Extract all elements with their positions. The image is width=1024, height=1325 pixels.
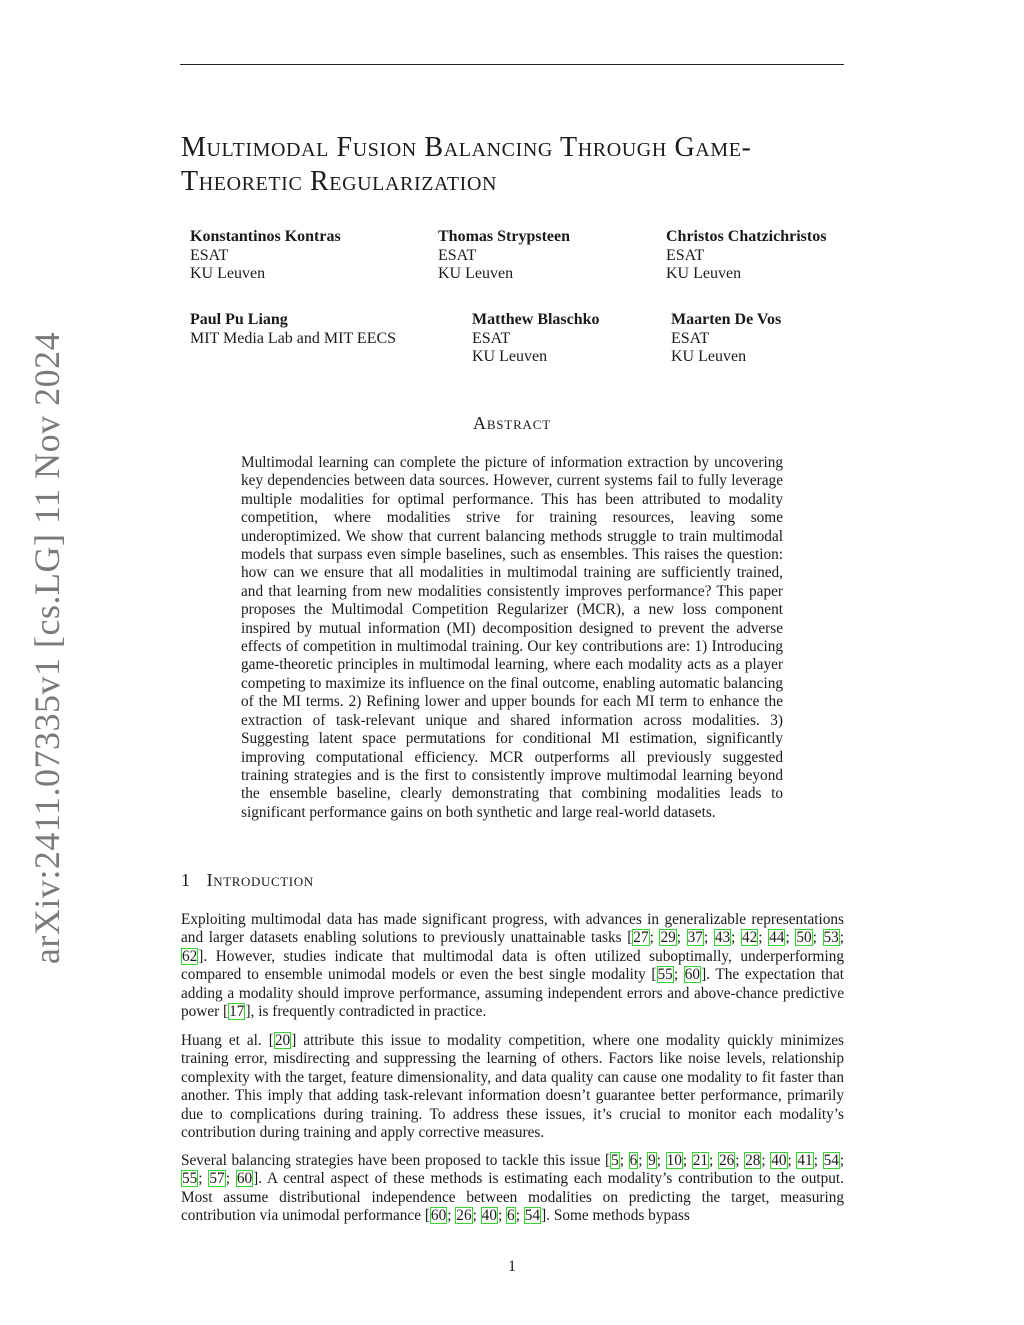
author-block (438, 228, 570, 284)
citation-group: 55; 60 (657, 966, 701, 984)
intro-paragraph (181, 1152, 844, 1226)
citation-link[interactable]: 27 (633, 929, 649, 947)
author-block (190, 228, 341, 284)
author-affiliation: MIT Media Lab and MIT EECS (190, 329, 397, 347)
author-block (666, 228, 826, 284)
citation-link[interactable]: 57 (209, 1170, 225, 1188)
citation-link[interactable]: 17 (229, 1003, 245, 1021)
paragraph-text: Huang et al. [ (181, 1032, 274, 1049)
citation-link[interactable]: 6 (507, 1207, 515, 1225)
citation-link[interactable]: 54 (524, 1207, 541, 1225)
paragraph-text: Exploiting multimodal data has made significant progress, with advances in generalizable representations and larger datasets enabling solutions to previously unattainable tasks [ (181, 911, 844, 947)
citation-link[interactable]: 55 (657, 966, 673, 984)
author-name: Matthew Blaschko (472, 311, 600, 328)
citation-link[interactable]: 53 (823, 929, 839, 947)
author-name: Maarten De Vos (671, 311, 782, 328)
author-affiliation: KU Leuven (190, 265, 266, 282)
citation-link[interactable]: 5 (611, 1152, 619, 1169)
citation-group: 5; 6; 9; 10; 21; 26; 28; 40; 41; 54; 55; 57; 60 (182, 1152, 845, 1188)
citation-link[interactable]: 50 (796, 929, 812, 947)
citation-link[interactable]: 21 (692, 1152, 709, 1169)
author-name: Thomas Strypsteen (438, 228, 571, 245)
author-affiliation: KU Leuven (472, 348, 548, 365)
arxiv-identifier: arXiv:2411.07335v1 [cs.LG] 11 Nov 2024 (27, 331, 67, 965)
author-affiliation: ESAT (190, 246, 229, 264)
author-name: Konstantinos Kontras (190, 228, 341, 245)
citation-link[interactable]: 60 (430, 1207, 447, 1225)
citation-link[interactable]: 28 (745, 1152, 761, 1169)
author-affiliation: ESAT (438, 246, 477, 264)
author-affiliation: ESAT (472, 329, 511, 347)
citation-link[interactable]: 60 (684, 966, 701, 984)
citation-group: 60; 26; 40; 6; 54 (430, 1207, 541, 1225)
paragraph-text: ]. Some methods bypass (541, 1207, 690, 1225)
author-affiliation: KU Leuven (666, 265, 742, 282)
citation-link[interactable]: 9 (648, 1152, 656, 1169)
citation-link[interactable]: 26 (718, 1152, 735, 1169)
paragraph-text: ] attribute this issue to modality competition, where one modality quickly minimizes training error, misdirecting and suppressing the learning of others. Factors like noise levels, relationship complexity with the target, feature dimensionality, and data quality can cause one modality to fit faster than another. This imply that adding task-relevant information doesn’t guarantee better performance, primarily due to complications during training. To address these issues, it’s crucial to monitor each modality’s contribution during training and apply corrective measures. (181, 1032, 844, 1142)
citation-link[interactable]: 42 (741, 929, 758, 947)
author-affiliation: KU Leuven (438, 265, 514, 282)
paragraph-text: Several balancing strategies have been proposed to tackle this issue [ (181, 1152, 611, 1169)
section-title-text: Introduction (206, 870, 314, 890)
citation-link[interactable]: 40 (481, 1207, 497, 1225)
intro-paragraph (181, 911, 844, 1021)
citation-link[interactable]: 6 (629, 1152, 638, 1169)
abstract-heading: Abstract (473, 413, 551, 433)
author-name: Christos Chatzichristos (666, 228, 827, 245)
citation-group (274, 1032, 291, 1049)
author-block (190, 311, 396, 348)
author-affiliation: ESAT (666, 246, 705, 264)
citation-link[interactable]: 54 (823, 1152, 839, 1169)
citation-link[interactable]: 44 (769, 929, 785, 947)
citation-link[interactable]: 20 (274, 1032, 291, 1049)
section-heading (181, 870, 314, 891)
paragraph-text: ]. However, studies indicate that multimodal data is often utilized suboptimally, underperforming compared to ensemble unimodal models or even the best single modality [ (181, 947, 844, 984)
top-rule (180, 64, 844, 65)
section-number: 1 (181, 870, 191, 890)
citation-link[interactable]: 29 (660, 929, 676, 947)
citation-link[interactable]: 41 (797, 1152, 813, 1169)
author-name: Paul Pu Liang (190, 311, 288, 328)
citation-group (228, 1003, 245, 1020)
citation-group: 27; 29; 37; 43; 42; 44; 50; 53; 62 (182, 929, 845, 965)
citation-link[interactable]: 43 (714, 929, 731, 947)
citation-link[interactable]: 37 (687, 929, 703, 947)
paragraph-text: ]. The expectation that adding a modality should improve performance, assuming independent errors and above-chance predictive power [ (181, 966, 844, 1021)
abstract-text: Multimodal learning can complete the picture of information extraction by uncovering key dependencies between data sources. However, current systems fail to fully leverage multiple modalities for optimal performance. This has been attributed to modality competition, where modalities strive for training resources, leaving some underoptimized. We show that current balancing methods struggle to train multimodal models that surpass even simple baselines, such as ensembles. This raises the question: how can we ensure that all modalities in multimodal training are sufficiently trained, and that learning from new modalities consistently improves performance? This paper proposes the Multimodal Competition Regularizer (MCR), a new loss component inspired by mutual information (MI) decomposition designed to prevent the adverse effects of competition in multimodal training. Our key contributions are: 1) Introducing game-theoretic principles in multimodal learning, where each modality acts as a player competing to maximize its influence on the final outcome, enabling automatic balancing of the MI terms. 2) Refining lower and upper bounds for each MI term to enhance the extraction of task-relevant unique and shared information across modalities. 3) Suggesting latent space permutations for conditional MI estimation, significantly improving computational efficiency. MCR outperforms all previously suggested training strategies and is the first to consistently improve multimodal learning beyond the ensemble baseline, clearly demonstrating that combining modalities leads to significant performance gains on both synthetic and large real-world datasets. (241, 454, 783, 821)
author-block (472, 311, 600, 367)
page-number: 1 (508, 1258, 516, 1275)
citation-link[interactable]: 55 (182, 1170, 198, 1188)
paragraph-text: ]. A central aspect of these methods is estimating each modality’s contribution to the output. Most assume distributional independence between modalities on predicting the target, measuring contribution via unimodal performance [ (181, 1170, 844, 1225)
author-affiliation: KU Leuven (671, 348, 747, 365)
citation-link[interactable]: 60 (236, 1170, 253, 1188)
citation-link[interactable]: 62 (182, 947, 198, 965)
paragraph-text: ], is frequently contradicted in practice. (245, 1003, 487, 1021)
intro-paragraph (181, 1032, 844, 1142)
citation-link[interactable]: 26 (456, 1207, 472, 1225)
author-affiliation: ESAT (671, 329, 710, 347)
citation-link[interactable]: 10 (666, 1152, 682, 1169)
citation-link[interactable]: 40 (771, 1152, 787, 1169)
paper-title: Multimodal Fusion Balancing Through Game-Theoretic Regularization (181, 132, 752, 197)
author-block (671, 311, 781, 367)
